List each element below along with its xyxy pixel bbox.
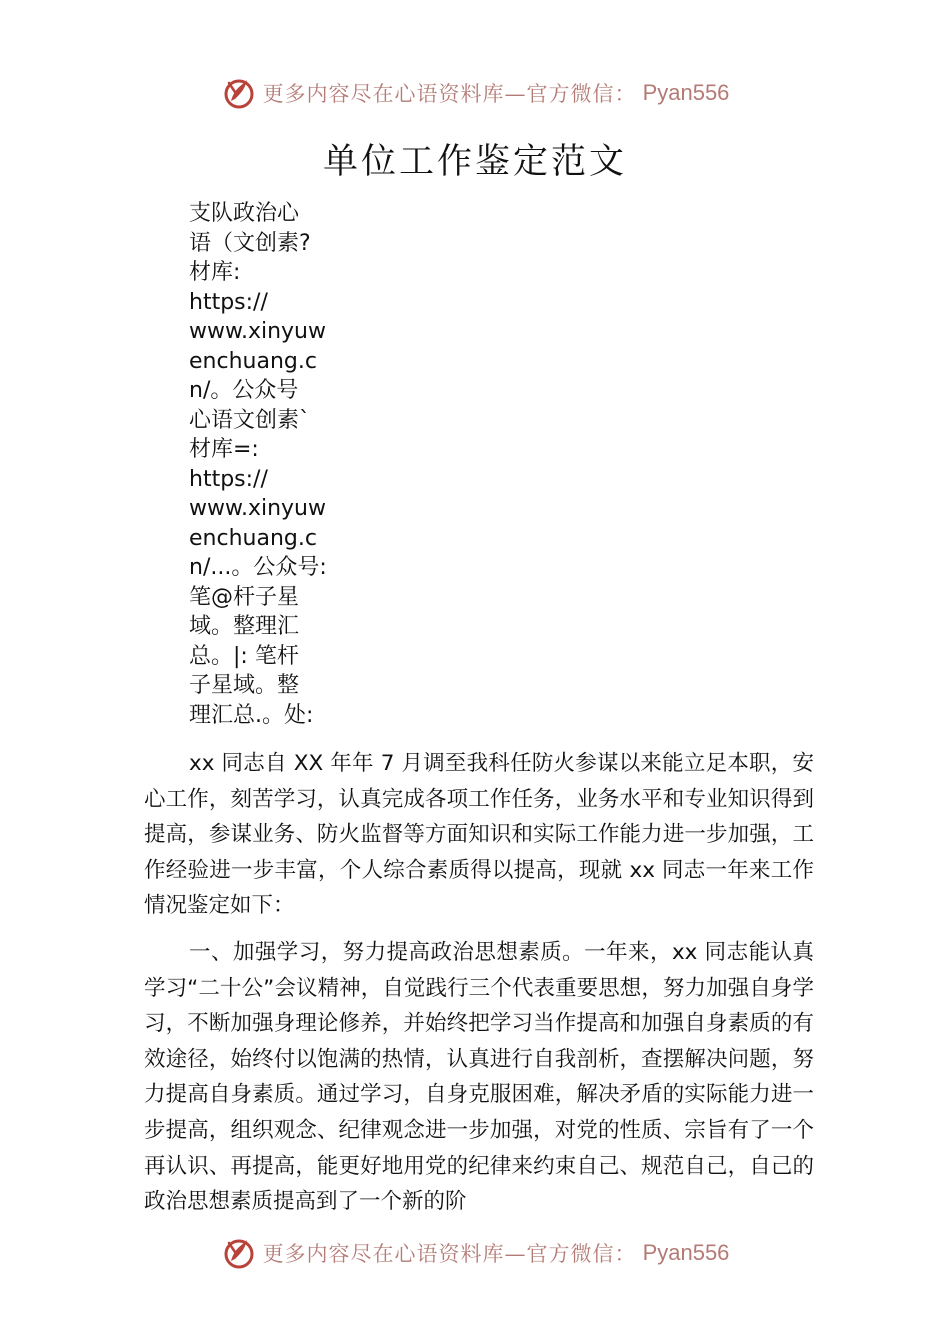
watermark-text: 更多内容尽在心语资料库—官方微信： — [262, 82, 637, 106]
paragraph-text: 一、加强学习，努力提高政治思想素质。一年来，xx 同志能认真学习“二十公”会议精神，自觉践行三个代表重要思想，努力加强自身学习，不断加强身理论修养，并始终把学习当作提高和加强自身素质的有效途径，始终付以饱满的热情，认真进行自我剖析，查摆解决问题，努力提高自身素质。通过学习，自身克服困难，解决矛盾的实际能力进一步提高，组织观念、纪律观念进一步加强，对党的性质、宗旨有了一个再认识、再提高，能更好地用党的纪律来约束自己、规范自己，自己的政治思想素质提高到了一个新的阶 — [144, 940, 814, 1215]
narrow-line: 域。整理汇 — [189, 614, 300, 639]
narrow-text-block — [189, 199, 359, 730]
paragraph-text: xx 同志自 XX 年年 7 月调至我科任防火参谋以来能立足本职，安心工作，刻苦学习，认真完成各项工作任务，业务水平和专业知识得到提高，参谋业务、防火监督等方面知识和实际工作能力进一步加强，工作经验进一步丰富，个人综合素质得以提高，现就 xx 同志一年来工作情况鉴定如下： — [144, 751, 814, 919]
narrow-line: 理汇总.。处: — [189, 702, 314, 728]
narrow-line: www.xinyuw — [189, 496, 326, 521]
narrow-line: 心语文创素` — [189, 407, 311, 433]
watermark-footer — [0, 1233, 950, 1273]
narrow-line: 语（文创素? — [189, 230, 311, 256]
watermark-wechat-id: Pyan556 — [642, 80, 730, 105]
narrow-line: 总。|: 笔杆 — [189, 643, 299, 669]
narrow-line: 笔@杆子星 — [189, 584, 300, 610]
flame-swirl-logo-icon — [221, 75, 257, 111]
narrow-line: 材库=: — [189, 437, 259, 462]
narrow-line: 支队政治心 — [189, 201, 300, 226]
narrow-line: www.xinyuw — [189, 319, 326, 344]
watermark-header — [0, 73, 950, 113]
narrow-line: n/。公众号 — [189, 378, 299, 403]
body-paragraph-1 — [144, 746, 814, 924]
narrow-line: 材库: — [189, 260, 241, 285]
body-paragraph-2 — [144, 935, 814, 1220]
narrow-line: enchuang.c — [189, 525, 317, 551]
narrow-line: https:// — [189, 289, 268, 315]
flame-swirl-logo-icon — [221, 1235, 257, 1271]
watermark-text: 更多内容尽在心语资料库—官方微信： — [262, 1242, 637, 1266]
narrow-line: n/...。公众号: — [189, 555, 327, 580]
narrow-line: enchuang.c — [189, 348, 317, 374]
document-title: 单位工作鉴定范文 — [322, 142, 627, 182]
narrow-line: https:// — [189, 466, 268, 492]
narrow-line: 子星域。整 — [189, 673, 300, 698]
watermark-wechat-id: Pyan556 — [642, 1240, 730, 1265]
